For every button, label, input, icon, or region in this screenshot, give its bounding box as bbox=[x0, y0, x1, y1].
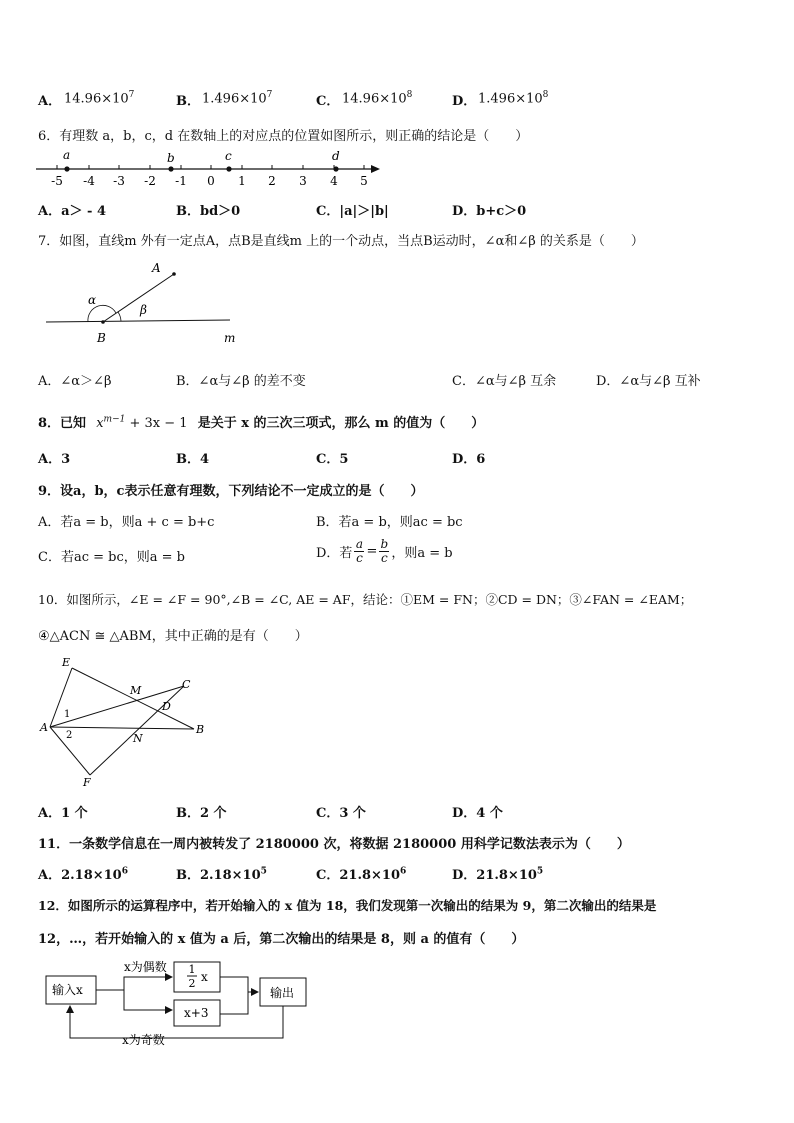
label-beta: β bbox=[140, 303, 147, 317]
q8-option-d: D．6 bbox=[452, 452, 486, 467]
angle-2: 2 bbox=[66, 730, 73, 741]
output-label: 输出 bbox=[270, 986, 295, 1000]
q7-option-a: A．∠α＞∠β bbox=[38, 374, 112, 389]
tick-label: 3 bbox=[299, 174, 307, 188]
q5-option-d-label: D． bbox=[452, 94, 477, 109]
q5-option-a: $14.96\times 10^7$ bbox=[64, 90, 135, 107]
q6-option-c: C．|a|＞|b| bbox=[316, 204, 389, 219]
label-B: B bbox=[97, 331, 106, 345]
tick-label: -5 bbox=[51, 174, 63, 188]
label-N: N bbox=[133, 732, 143, 745]
label-D: D bbox=[162, 700, 171, 713]
q10-stem-line2: ④△ACN ≅ △ABM，其中正确的是有（ ） bbox=[38, 629, 308, 644]
point-b bbox=[168, 166, 173, 171]
q9-stem: 9．设a，b，c表示任意有理数，下列结论不一定成立的是（ ） bbox=[38, 484, 424, 499]
q11-option-a: A．$2.18\times 10^6$ bbox=[38, 866, 128, 883]
q7-stem: 7．如图，直线m 外有一定点A，点B是直线m 上的一个动点，当点B运动时，∠α和∠β 的关系是（ ） bbox=[38, 234, 644, 249]
q10-figure bbox=[36, 650, 216, 790]
q9-option-d: D．若 a c = b c ，则a = b bbox=[316, 537, 453, 565]
half-den: 2 bbox=[188, 977, 196, 990]
label-a: a bbox=[63, 148, 71, 162]
label-A: A bbox=[152, 261, 161, 275]
angle-1: 1 bbox=[64, 709, 71, 720]
q5-option-b: $1.496\times 10^7$ bbox=[202, 90, 273, 107]
q10-option-b: B．2 个 bbox=[176, 806, 227, 821]
q11-option-c: C．$21.8\times 10^6$ bbox=[316, 866, 407, 883]
q7-option-d: D．∠α与∠β 互补 bbox=[596, 374, 701, 389]
point-a bbox=[64, 166, 69, 171]
odd-label: x为奇数 bbox=[122, 1033, 165, 1047]
label-c: c bbox=[225, 149, 232, 163]
q11-option-b: B．$2.18\times 10^5$ bbox=[176, 866, 267, 883]
q12-flowchart bbox=[40, 956, 320, 1048]
q12-stem-line1: 12．如图所示的运算程序中，若开始输入的 x 值为 18，我们发现第一次输出的结果为 9，第二次输出的结果是 bbox=[38, 898, 657, 913]
q6-number-line bbox=[30, 143, 390, 191]
q6-option-d: D．b+c＞0 bbox=[452, 204, 527, 219]
q11-stem: 11．一条数学信息在一周内被转发了 2180000 次，将数据 2180000 用科学记数法表示为（ ） bbox=[38, 837, 630, 852]
label-b: b bbox=[167, 151, 175, 165]
label-d: d bbox=[332, 149, 340, 163]
q10-stem-line1: 10．如图所示，∠E = ∠F = 90°,∠B = ∠C, AE = AF，结论：①EM = FN；②CD = DN；③∠FAN = ∠EAM； bbox=[38, 592, 693, 607]
q7-option-b: B．∠α与∠β 的差不变 bbox=[176, 374, 306, 389]
q8-option-b: B．4 bbox=[176, 452, 210, 467]
input-label: 输入x bbox=[52, 983, 83, 997]
label-C: C bbox=[182, 678, 191, 691]
q5-option-c: $14.96\times 10^8$ bbox=[342, 90, 413, 107]
q7-option-c: C．∠α与∠β 互余 bbox=[452, 374, 557, 389]
q8-stem: 8．已知 $x^{m-1} + 3x - 1$ 是关于 x 的三次三项式，那么 m 的值为（ ） bbox=[38, 414, 485, 431]
tick-label: 1 bbox=[238, 174, 246, 188]
point-d bbox=[333, 166, 338, 171]
tick-label: -4 bbox=[83, 174, 95, 188]
label-m: m bbox=[224, 331, 236, 345]
even-label: x为偶数 bbox=[124, 960, 167, 974]
q12-stem-line2: 12，…，若开始输入的 x 值为 a 后，第二次输出的结果是 8，则 a 的值有（ ） bbox=[38, 932, 525, 947]
tick-label: -3 bbox=[113, 174, 125, 188]
label-A: A bbox=[40, 721, 48, 734]
label-E: E bbox=[62, 656, 71, 669]
q10-option-a: A．1 个 bbox=[38, 806, 88, 821]
q5-option-c-label: C． bbox=[316, 94, 340, 109]
half-num: 1 bbox=[188, 963, 196, 976]
q10-option-c: C．3 个 bbox=[316, 806, 366, 821]
half-var: x bbox=[201, 970, 208, 984]
half-x-box bbox=[174, 962, 220, 992]
tick-label: -2 bbox=[144, 174, 156, 188]
q5-option-b-label: B． bbox=[176, 94, 200, 109]
q9-option-c: C．若ac = bc，则a = b bbox=[38, 550, 185, 565]
q9-option-a: A．若a = b，则a + c = b+c bbox=[38, 515, 215, 530]
label-B: B bbox=[196, 723, 205, 736]
q6-option-a: A．a＞ - 4 bbox=[38, 204, 107, 219]
q8-option-c: C．5 bbox=[316, 452, 349, 467]
q6-stem: 6．有理数 a，b，c，d 在数轴上的对应点的位置如图所示，则正确的结论是（ ） bbox=[38, 129, 529, 144]
tick-label: 4 bbox=[330, 174, 338, 188]
q11-option-d: D．$21.8\times 10^5$ bbox=[452, 866, 544, 883]
q5-option-d: $1.496\times 10^8$ bbox=[478, 90, 549, 107]
tick-label: 0 bbox=[207, 174, 215, 188]
q9-option-b: B．若a = b，则ac = bc bbox=[316, 515, 463, 530]
tick-label: 2 bbox=[268, 174, 276, 188]
q10-option-d: D．4 个 bbox=[452, 806, 503, 821]
plus3-label: x+3 bbox=[184, 1006, 209, 1020]
q6-option-b: B．bd＞0 bbox=[176, 204, 241, 219]
q7-figure bbox=[40, 256, 280, 348]
tick-label: -1 bbox=[175, 174, 187, 188]
label-F: F bbox=[83, 776, 91, 789]
q8-option-a: A．3 bbox=[38, 452, 71, 467]
q5-option-a-label: A． bbox=[38, 94, 62, 109]
tick-label: 5 bbox=[360, 174, 368, 188]
label-M: M bbox=[130, 684, 142, 697]
label-alpha: α bbox=[88, 293, 97, 307]
point-c bbox=[226, 166, 231, 171]
